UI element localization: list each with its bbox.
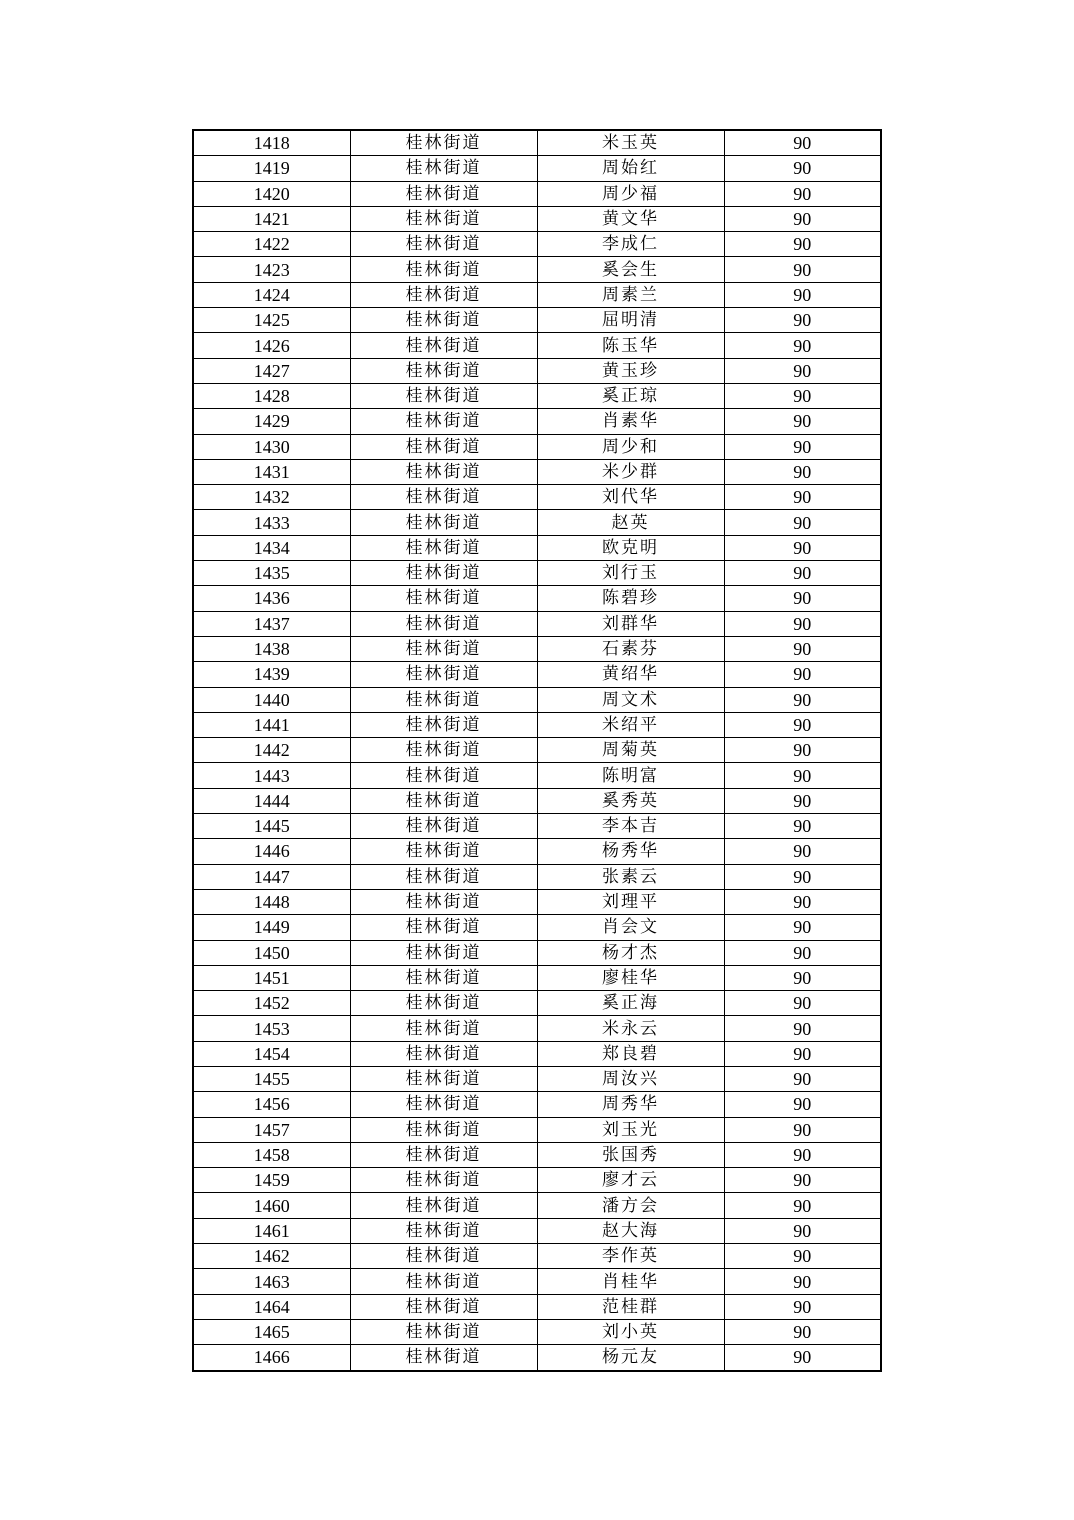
cell-number: 1443 <box>193 763 350 788</box>
cell-name: 石素芬 <box>537 636 724 661</box>
cell-name: 周少和 <box>537 434 724 459</box>
cell-number: 1419 <box>193 156 350 181</box>
cell-number: 1434 <box>193 535 350 560</box>
cell-number: 1426 <box>193 333 350 358</box>
cell-number: 1462 <box>193 1244 350 1269</box>
cell-score: 90 <box>724 1016 881 1041</box>
cell-number: 1444 <box>193 788 350 813</box>
cell-number: 1440 <box>193 687 350 712</box>
cell-number: 1436 <box>193 586 350 611</box>
cell-score: 90 <box>724 1218 881 1243</box>
cell-street: 桂林街道 <box>350 1244 537 1269</box>
cell-street: 桂林街道 <box>350 1294 537 1319</box>
cell-street: 桂林街道 <box>350 1218 537 1243</box>
cell-score: 90 <box>724 839 881 864</box>
table-row <box>193 181 881 206</box>
roster-table-body <box>193 130 881 1371</box>
table-row <box>193 333 881 358</box>
cell-score: 90 <box>724 940 881 965</box>
table-row <box>193 839 881 864</box>
cell-number: 1448 <box>193 889 350 914</box>
cell-score: 90 <box>724 1142 881 1167</box>
cell-number: 1435 <box>193 561 350 586</box>
table-row <box>193 1294 881 1319</box>
cell-street: 桂林街道 <box>350 459 537 484</box>
table-row <box>193 535 881 560</box>
cell-street: 桂林街道 <box>350 308 537 333</box>
cell-street: 桂林街道 <box>350 687 537 712</box>
table-row <box>193 1041 881 1066</box>
cell-score: 90 <box>724 1244 881 1269</box>
cell-score: 90 <box>724 383 881 408</box>
cell-street: 桂林街道 <box>350 991 537 1016</box>
cell-street: 桂林街道 <box>350 510 537 535</box>
cell-number: 1427 <box>193 358 350 383</box>
cell-score: 90 <box>724 662 881 687</box>
cell-name: 杨元友 <box>537 1345 724 1371</box>
cell-score: 90 <box>724 130 881 156</box>
cell-name: 杨秀华 <box>537 839 724 864</box>
cell-name: 周菊英 <box>537 738 724 763</box>
cell-name: 米绍平 <box>537 712 724 737</box>
cell-name: 奚秀英 <box>537 788 724 813</box>
cell-name: 刘行玉 <box>537 561 724 586</box>
cell-street: 桂林街道 <box>350 282 537 307</box>
table-row <box>193 712 881 737</box>
cell-name: 杨才杰 <box>537 940 724 965</box>
cell-street: 桂林街道 <box>350 156 537 181</box>
cell-number: 1441 <box>193 712 350 737</box>
cell-number: 1466 <box>193 1345 350 1371</box>
table-row <box>193 257 881 282</box>
cell-number: 1442 <box>193 738 350 763</box>
cell-score: 90 <box>724 206 881 231</box>
cell-name: 廖才云 <box>537 1168 724 1193</box>
cell-name: 郑良碧 <box>537 1041 724 1066</box>
cell-score: 90 <box>724 1168 881 1193</box>
cell-street: 桂林街道 <box>350 333 537 358</box>
cell-name: 刘玉光 <box>537 1117 724 1142</box>
cell-number: 1458 <box>193 1142 350 1167</box>
cell-name: 黄绍华 <box>537 662 724 687</box>
table-row <box>193 1218 881 1243</box>
cell-number: 1463 <box>193 1269 350 1294</box>
cell-street: 桂林街道 <box>350 965 537 990</box>
cell-name: 张国秀 <box>537 1142 724 1167</box>
cell-street: 桂林街道 <box>350 181 537 206</box>
cell-score: 90 <box>724 1269 881 1294</box>
table-row <box>193 636 881 661</box>
cell-street: 桂林街道 <box>350 383 537 408</box>
cell-street: 桂林街道 <box>350 1168 537 1193</box>
cell-street: 桂林街道 <box>350 434 537 459</box>
table-row <box>193 561 881 586</box>
cell-street: 桂林街道 <box>350 1016 537 1041</box>
cell-number: 1454 <box>193 1041 350 1066</box>
cell-street: 桂林街道 <box>350 535 537 560</box>
cell-street: 桂林街道 <box>350 1092 537 1117</box>
cell-number: 1437 <box>193 611 350 636</box>
cell-number: 1422 <box>193 232 350 257</box>
cell-name: 廖桂华 <box>537 965 724 990</box>
cell-street: 桂林街道 <box>350 1269 537 1294</box>
cell-name: 周汝兴 <box>537 1066 724 1091</box>
cell-number: 1432 <box>193 485 350 510</box>
cell-number: 1424 <box>193 282 350 307</box>
cell-number: 1430 <box>193 434 350 459</box>
cell-number: 1428 <box>193 383 350 408</box>
cell-street: 桂林街道 <box>350 1193 537 1218</box>
cell-name: 周素兰 <box>537 282 724 307</box>
table-row <box>193 611 881 636</box>
cell-name: 米玉英 <box>537 130 724 156</box>
cell-name: 刘小英 <box>537 1319 724 1344</box>
cell-street: 桂林街道 <box>350 814 537 839</box>
cell-number: 1451 <box>193 965 350 990</box>
cell-street: 桂林街道 <box>350 485 537 510</box>
cell-score: 90 <box>724 1294 881 1319</box>
table-row <box>193 940 881 965</box>
table-row <box>193 788 881 813</box>
cell-street: 桂林街道 <box>350 788 537 813</box>
cell-score: 90 <box>724 814 881 839</box>
cell-score: 90 <box>724 712 881 737</box>
cell-street: 桂林街道 <box>350 763 537 788</box>
cell-number: 1452 <box>193 991 350 1016</box>
cell-street: 桂林街道 <box>350 586 537 611</box>
table-row <box>193 1092 881 1117</box>
cell-street: 桂林街道 <box>350 940 537 965</box>
cell-score: 90 <box>724 333 881 358</box>
cell-number: 1438 <box>193 636 350 661</box>
cell-score: 90 <box>724 232 881 257</box>
cell-street: 桂林街道 <box>350 839 537 864</box>
table-row <box>193 156 881 181</box>
cell-name: 陈碧珍 <box>537 586 724 611</box>
cell-street: 桂林街道 <box>350 561 537 586</box>
cell-name: 肖会文 <box>537 915 724 940</box>
cell-score: 90 <box>724 586 881 611</box>
table-row <box>193 889 881 914</box>
cell-score: 90 <box>724 561 881 586</box>
cell-street: 桂林街道 <box>350 409 537 434</box>
cell-name: 黄玉珍 <box>537 358 724 383</box>
table-row <box>193 206 881 231</box>
table-row <box>193 1193 881 1218</box>
table-row <box>193 434 881 459</box>
cell-name: 米少群 <box>537 459 724 484</box>
cell-street: 桂林街道 <box>350 636 537 661</box>
cell-score: 90 <box>724 181 881 206</box>
cell-number: 1446 <box>193 839 350 864</box>
cell-name: 陈玉华 <box>537 333 724 358</box>
cell-number: 1449 <box>193 915 350 940</box>
table-row <box>193 763 881 788</box>
cell-name: 奚正琼 <box>537 383 724 408</box>
cell-score: 90 <box>724 1066 881 1091</box>
cell-number: 1431 <box>193 459 350 484</box>
cell-number: 1418 <box>193 130 350 156</box>
cell-number: 1429 <box>193 409 350 434</box>
cell-name: 张素云 <box>537 864 724 889</box>
cell-score: 90 <box>724 1319 881 1344</box>
cell-street: 桂林街道 <box>350 1142 537 1167</box>
cell-street: 桂林街道 <box>350 889 537 914</box>
cell-name: 黄文华 <box>537 206 724 231</box>
cell-number: 1461 <box>193 1218 350 1243</box>
table-row <box>193 1066 881 1091</box>
cell-street: 桂林街道 <box>350 738 537 763</box>
table-row <box>193 1345 881 1371</box>
table-row <box>193 991 881 1016</box>
cell-name: 刘群华 <box>537 611 724 636</box>
table-row <box>193 358 881 383</box>
cell-name: 李本吉 <box>537 814 724 839</box>
cell-number: 1450 <box>193 940 350 965</box>
cell-street: 桂林街道 <box>350 130 537 156</box>
cell-score: 90 <box>724 409 881 434</box>
cell-score: 90 <box>724 1041 881 1066</box>
cell-street: 桂林街道 <box>350 1117 537 1142</box>
cell-score: 90 <box>724 636 881 661</box>
cell-street: 桂林街道 <box>350 358 537 383</box>
cell-street: 桂林街道 <box>350 864 537 889</box>
table-row <box>193 232 881 257</box>
table-row <box>193 383 881 408</box>
cell-name: 奚正海 <box>537 991 724 1016</box>
table-row <box>193 1319 881 1344</box>
cell-street: 桂林街道 <box>350 712 537 737</box>
cell-name: 肖桂华 <box>537 1269 724 1294</box>
cell-name: 陈明富 <box>537 763 724 788</box>
cell-street: 桂林街道 <box>350 257 537 282</box>
table-row <box>193 282 881 307</box>
cell-score: 90 <box>724 434 881 459</box>
cell-number: 1453 <box>193 1016 350 1041</box>
table-row <box>193 1269 881 1294</box>
cell-score: 90 <box>724 308 881 333</box>
cell-name: 奚会生 <box>537 257 724 282</box>
cell-name: 赵大海 <box>537 1218 724 1243</box>
table-row <box>193 308 881 333</box>
cell-number: 1439 <box>193 662 350 687</box>
cell-score: 90 <box>724 459 881 484</box>
table-row <box>193 1016 881 1041</box>
table-row <box>193 1142 881 1167</box>
cell-number: 1459 <box>193 1168 350 1193</box>
cell-score: 90 <box>724 611 881 636</box>
table-row <box>193 1168 881 1193</box>
cell-score: 90 <box>724 687 881 712</box>
cell-street: 桂林街道 <box>350 915 537 940</box>
table-row <box>193 586 881 611</box>
cell-name: 肖素华 <box>537 409 724 434</box>
cell-street: 桂林街道 <box>350 662 537 687</box>
cell-name: 欧克明 <box>537 535 724 560</box>
cell-score: 90 <box>724 738 881 763</box>
table-row <box>193 485 881 510</box>
cell-score: 90 <box>724 282 881 307</box>
table-row <box>193 510 881 535</box>
table-row <box>193 409 881 434</box>
cell-street: 桂林街道 <box>350 232 537 257</box>
cell-number: 1457 <box>193 1117 350 1142</box>
cell-number: 1420 <box>193 181 350 206</box>
cell-score: 90 <box>724 156 881 181</box>
cell-number: 1465 <box>193 1319 350 1344</box>
cell-number: 1421 <box>193 206 350 231</box>
cell-score: 90 <box>724 763 881 788</box>
cell-name: 周秀华 <box>537 1092 724 1117</box>
roster-table <box>192 129 882 1372</box>
cell-name: 周始红 <box>537 156 724 181</box>
cell-score: 90 <box>724 788 881 813</box>
table-row <box>193 814 881 839</box>
table-row <box>193 1117 881 1142</box>
cell-name: 周少福 <box>537 181 724 206</box>
table-row <box>193 687 881 712</box>
cell-number: 1423 <box>193 257 350 282</box>
cell-score: 90 <box>724 915 881 940</box>
table-row <box>193 1244 881 1269</box>
cell-score: 90 <box>724 1345 881 1371</box>
cell-score: 90 <box>724 1092 881 1117</box>
cell-street: 桂林街道 <box>350 1319 537 1344</box>
table-row <box>193 662 881 687</box>
cell-name: 范桂群 <box>537 1294 724 1319</box>
cell-score: 90 <box>724 510 881 535</box>
cell-name: 屈明清 <box>537 308 724 333</box>
table-row <box>193 965 881 990</box>
cell-score: 90 <box>724 535 881 560</box>
cell-name: 米永云 <box>537 1016 724 1041</box>
table-row <box>193 864 881 889</box>
cell-score: 90 <box>724 864 881 889</box>
cell-number: 1455 <box>193 1066 350 1091</box>
cell-score: 90 <box>724 485 881 510</box>
cell-score: 90 <box>724 1117 881 1142</box>
cell-street: 桂林街道 <box>350 1066 537 1091</box>
cell-name: 刘代华 <box>537 485 724 510</box>
cell-score: 90 <box>724 965 881 990</box>
cell-score: 90 <box>724 991 881 1016</box>
table-row <box>193 915 881 940</box>
cell-score: 90 <box>724 1193 881 1218</box>
cell-street: 桂林街道 <box>350 206 537 231</box>
cell-street: 桂林街道 <box>350 1345 537 1371</box>
table-row <box>193 459 881 484</box>
table-row <box>193 130 881 156</box>
table-row <box>193 738 881 763</box>
cell-name: 李成仁 <box>537 232 724 257</box>
cell-number: 1464 <box>193 1294 350 1319</box>
cell-name: 刘理平 <box>537 889 724 914</box>
cell-street: 桂林街道 <box>350 1041 537 1066</box>
cell-score: 90 <box>724 889 881 914</box>
cell-name: 周文术 <box>537 687 724 712</box>
cell-number: 1460 <box>193 1193 350 1218</box>
cell-number: 1456 <box>193 1092 350 1117</box>
cell-number: 1433 <box>193 510 350 535</box>
cell-number: 1447 <box>193 864 350 889</box>
cell-name: 李作英 <box>537 1244 724 1269</box>
cell-number: 1425 <box>193 308 350 333</box>
cell-score: 90 <box>724 257 881 282</box>
cell-street: 桂林街道 <box>350 611 537 636</box>
cell-name: 赵英 <box>537 510 724 535</box>
cell-number: 1445 <box>193 814 350 839</box>
cell-name: 潘方会 <box>537 1193 724 1218</box>
cell-score: 90 <box>724 358 881 383</box>
